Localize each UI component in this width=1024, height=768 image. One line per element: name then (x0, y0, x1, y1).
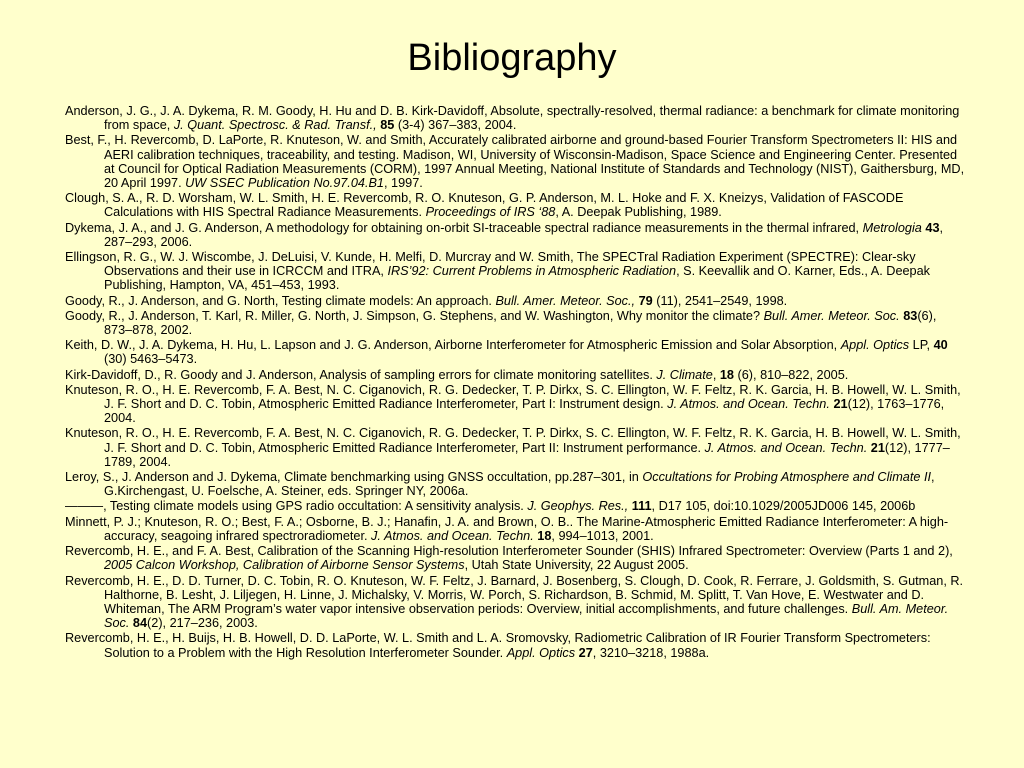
reference-journal: J. Climate (656, 367, 713, 382)
reference-entry (65, 631, 965, 659)
reference-text: (12), 1763–1776, 2004. (104, 397, 945, 426)
reference-text: (11), 2541–2549, 1998. (652, 293, 788, 308)
reference-journal: Appl. Optics (506, 645, 576, 660)
reference-journal: J. Geophys. Res., (527, 499, 629, 514)
reference-text: Minnett, P. J.; Knuteson, R. O.; Best, F. A.; Osborne, B. J.; Hanafin, J. A. and Brown, O. B.. The Marine-Atmospheric Emitted Radiance Interferometer: A high-accuracy, seagoing infrared spectroradiometer. (65, 514, 949, 543)
reference-volume: 85 (380, 118, 395, 133)
reference-journal: Metrologia (862, 220, 922, 235)
reference-text: Clough, S. A., R. D. Worsham, W. L. Smith, H. E. Revercomb, R. O. Knuteson, G. P. Anderson, M. L. Hoke and F. X. Kneizys, Validation of FASCODE Calculations with HIS Spectral Radiance Measurements. (65, 191, 904, 220)
reference-journal: J. Atmos. and Ocean. Techn. (704, 440, 868, 455)
reference-journal: Appl. Optics (840, 338, 910, 353)
reference-journal: 2005 Calcon Workshop, Calibration of Airborne Sensor Systems (104, 558, 465, 573)
reference-text: Knuteson, R. O., H. E. Revercomb, F. A. Best, N. C. Ciganovich, R. G. Dedecker, T. P. Dirkx, S. C. Ellington, W. F. Feltz, R. K. Garcia, H. B. Howell, W. L. Smith, J. F. Short and D. C. Tobin, Atmospheric Emitted Radiance Interferometer, Part I: Instrument design. (65, 382, 961, 412)
reference-volume: 21 (870, 440, 885, 455)
reference-text: Goody, R., J. Anderson, T. Karl, R. Miller, G. North, J. Simpson, G. Stephens, and W. Washington, Why monitor the climate? (65, 308, 764, 323)
reference-text: Revercomb, H. E., D. D. Turner, D. C. Tobin, R. O. Knuteson, W. F. Feltz, J. Barnard, J. Bosenberg, S. Clough, D. Cook, R. Ferrare, J. Goldsmith, S. Gutman, R. Halthorne, B. Lesht, J. Liljegen, H. Linne, J. Michalsky, V. Morris, W. Porch, S. Richardson, B. Schmid, M. Splitt, T. Van Hove, E. Westwater and D. Whiteman, The ARM Program’s water vapor intensive observation periods: Overview, initial accomplishments, and future challenges. (65, 573, 964, 616)
reference-text: , D17 105, doi:10.1029/2005JD006 145, 2006b (651, 499, 916, 514)
reference-text: , Utah State University, 22 August 2005. (464, 558, 689, 573)
reference-text: (12), 1777–1789, 2004. (104, 440, 950, 469)
reference-text: Revercomb, H. E., H. Buijs, H. B. Howell, D. D. LaPorte, W. L. Smith and L. A. Sromovsky, Radiometric Calibration of IR Fourier Transform Spectrometers: Solution to a Problem with the High Resolution Interferometer Sounder. (65, 631, 931, 660)
reference-text: , S. Keevallik and O. Karner, Eds., A. Deepak Publishing, Hampton, VA, 451–453, 1993. (104, 264, 931, 293)
reference-volume: 111 (631, 499, 652, 514)
reference-entry (65, 221, 965, 249)
reference-journal: J. Quant. Spectrosc. & Rad. Transf., (173, 118, 377, 133)
reference-text: , (712, 367, 720, 382)
reference-text: (30) 5463–5473. (104, 352, 198, 367)
reference-text: Revercomb, H. E., and F. A. Best, Calibration of the Scanning High-resolution Interferometer Sounder (SHIS) Infrared Spectrometer: Overview (Parts 1 and 2), (65, 544, 953, 559)
reference-volume: 79 (638, 293, 653, 308)
reference-volume: 18 (719, 367, 734, 382)
reference-entry (65, 499, 965, 513)
reference-text: , G.Kirchengast, U. Foelsche, A. Steiner, eds. Springer NY, 2006a. (104, 470, 935, 499)
reference-text: Dykema, J. A., and J. G. Anderson, A methodology for obtaining on-orbit SI-traceable spectral radiance measurements in the thermal infrared, (65, 220, 863, 235)
reference-journal: J. Atmos. and Ocean. Techn. (667, 397, 830, 412)
reference-journal: Occultations for Probing Atmosphere and Climate II (642, 470, 932, 485)
reference-entry (65, 338, 965, 366)
reference-text: Ellingson, R. G., W. J. Wiscombe, J. DeLuisi, V. Kunde, H. Melfi, D. Murcray and W. Smith, The SPECTral Radiation Experiment (SPECTRE): Clear-sky Observations and their use in ICRCCM and ITRA, (65, 250, 916, 279)
reference-list (65, 104, 965, 661)
reference-text: Kirk-Davidoff, D., R. Goody and J. Anderson, Analysis of sampling errors for climate monitoring satellites. (65, 367, 657, 382)
reference-entry (65, 368, 965, 382)
reference-journal: UW SSEC Publication No.97.04.B1 (185, 176, 384, 191)
reference-text: ———, Testing climate models using GPS radio occultation: A sensitivity analysis. (65, 499, 528, 514)
reference-text: Leroy, S., J. Anderson and J. Dykema, Climate benchmarking using GNSS occultation, pp.287–301, in (65, 470, 643, 485)
reference-text: (2), 217–236, 2003. (147, 616, 258, 631)
reference-volume: 40 (933, 338, 948, 353)
reference-journal: Bull. Amer. Meteor. Soc. (763, 308, 900, 323)
reference-volume: 21 (833, 397, 848, 412)
reference-volume: 83 (903, 308, 918, 323)
reference-text: , 1997. (384, 176, 423, 191)
reference-entry (65, 383, 965, 426)
reference-entry (65, 515, 965, 543)
reference-text: Keith, D. W., J. A. Dykema, H. Hu, L. Lapson and J. G. Anderson, Airborne Interferometer for Atmospheric Emission and Solar Absorption, (65, 338, 841, 353)
reference-text: Best, F., H. Revercomb, D. LaPorte, R. Knuteson, W. and Smith, Accurately calibrated airborne and ground-based Fourier Transform Spectrometers II: HIS and AERI calibration techniques, traceability, and testing. Madison, WI, University of Wisconsin-Madison, Space Science and Engineering Center. Presented at Council for Optical Radiation Measurements (CORM), 1997 Annual Meeting, National Institute of Standards and Technology (NIST), Gaithersburg, MD, 20 April 1997. (65, 133, 965, 191)
reference-entry (65, 191, 965, 219)
reference-journal: Bull. Amer. Meteor. Soc., (495, 293, 636, 308)
reference-text: (3-4) 367–383, 2004. (394, 118, 517, 133)
reference-entry (65, 294, 965, 308)
reference-volume: 43 (925, 220, 940, 235)
reference-journal: IRS’92: Current Problems in Atmospheric Radiation (387, 264, 677, 279)
reference-entry (65, 426, 965, 469)
reference-text: Anderson, J. G., J. A. Dykema, R. M. Goody, H. Hu and D. B. Kirk-Davidoff, Absolute, spectrally-resolved, thermal radiance: a benchmark for climate monitoring from space, (65, 104, 960, 133)
reference-volume: 84 (132, 616, 148, 631)
reference-volume: 18 (537, 528, 552, 543)
reference-volume: 27 (578, 645, 593, 660)
reference-entry (65, 574, 965, 631)
reference-journal: Proceedings of IRS ‘88 (425, 205, 556, 220)
reference-entry (65, 470, 965, 498)
reference-text: , 3210–3218, 1988a. (592, 645, 710, 660)
reference-text: Goody, R., J. Anderson, and G. North, Testing climate models: An approach. (65, 293, 496, 308)
reference-entry (65, 309, 965, 337)
reference-text: (6), 810–822, 2005. (734, 367, 849, 382)
reference-text: LP, (909, 338, 934, 353)
reference-entry (65, 104, 965, 132)
reference-entry (65, 133, 965, 190)
reference-journal: Bull. Am. Meteor. Soc. (104, 601, 949, 631)
reference-text: Knuteson, R. O., H. E. Revercomb, F. A. Best, N. C. Ciganovich, R. G. Dedecker, T. P. Dirkx, S. C. Ellington, W. F. Feltz, R. K. Garcia, H. B. Howell, W. L. Smith, J. F. Short and D. C. Tobin, Atmospheric Emitted Radiance Interferometer, Part II: Instrument performance. (65, 426, 961, 455)
reference-text: (6), 873–878, 2002. (104, 308, 937, 338)
reference-text: , 994–1013, 2001. (551, 528, 654, 543)
page-title: Bibliography (407, 37, 617, 79)
reference-entry (65, 544, 965, 572)
reference-text: , A. Deepak Publishing, 1989. (555, 205, 722, 220)
reference-entry (65, 250, 965, 293)
reference-journal: J. Atmos. and Ocean. Techn. (371, 528, 534, 543)
reference-text: , 287–293, 2006. (104, 220, 944, 249)
